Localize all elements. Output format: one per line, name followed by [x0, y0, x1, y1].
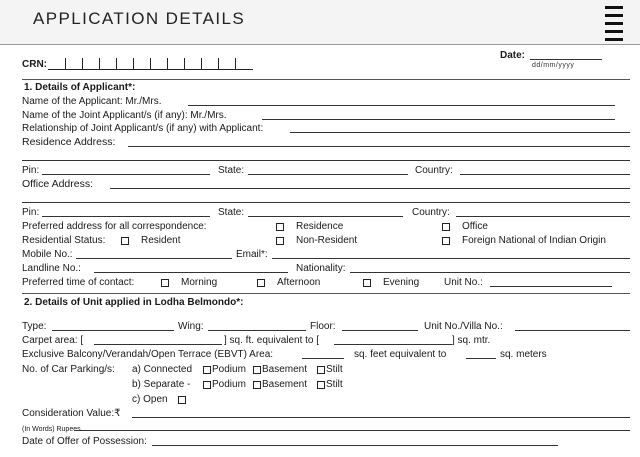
header-bar	[0, 0, 640, 44]
resident-option: Resident	[141, 235, 181, 246]
state2-label: State:	[218, 207, 245, 218]
evening-option: Evening	[383, 277, 420, 288]
car-parking-label: No. of Car Parking/s:	[22, 364, 115, 375]
floor-label: Floor:	[310, 321, 336, 332]
sq-meters-label: sq. meters	[500, 349, 547, 360]
connected-option: a) Connected	[132, 364, 193, 375]
carpet-area-sqmtr-field[interactable]	[334, 344, 452, 345]
ebvt-sqft-field[interactable]	[302, 358, 344, 359]
joint-applicant-field[interactable]	[262, 119, 615, 120]
ebvt-area-label: Exclusive Balcony/Verandah/Open Terrace (EBVT) Area:	[22, 349, 274, 360]
date-field[interactable]	[530, 59, 602, 60]
consideration-field[interactable]	[132, 417, 630, 418]
in-words-label: (In Words) Rupees	[22, 426, 81, 433]
type-field[interactable]	[52, 330, 174, 331]
type-label: Type:	[22, 321, 47, 332]
pin2-label: Pin:	[22, 207, 40, 218]
morning-checkbox[interactable]	[161, 279, 169, 287]
separate-basement-checkbox[interactable]	[253, 381, 261, 389]
pin-field[interactable]	[42, 174, 210, 175]
afternoon-checkbox[interactable]	[257, 279, 265, 287]
section2-rule	[22, 293, 630, 294]
unit-no-field[interactable]	[490, 286, 612, 287]
in-words-field[interactable]	[74, 430, 630, 431]
unit-villa-field[interactable]	[515, 330, 630, 331]
relationship-field[interactable]	[290, 132, 630, 133]
nonresident-option: Non-Resident	[296, 235, 358, 246]
crn-label: CRN:	[22, 59, 47, 70]
section1-heading: 1. Details of Applicant*:	[24, 82, 136, 93]
connected-stilt-checkbox[interactable]	[317, 366, 325, 374]
office-checkbox[interactable]	[442, 223, 450, 231]
residence-address-label: Residence Address:	[22, 136, 116, 148]
state-field[interactable]	[248, 174, 408, 175]
state-label: State:	[218, 165, 245, 176]
residence-option: Residence	[296, 221, 344, 232]
unit-no-label: Unit No.:	[444, 277, 483, 288]
separate-stilt-checkbox[interactable]	[317, 381, 325, 389]
separate-podium-checkbox[interactable]	[203, 381, 211, 389]
nonresident-checkbox[interactable]	[276, 237, 284, 245]
joint-applicant-label: Name of the Joint Applicant/s (if any): Mr./Mrs.	[22, 110, 227, 121]
carpet-area-field[interactable]	[94, 344, 222, 345]
office-address-line1[interactable]	[110, 188, 630, 189]
afternoon-option: Afternoon	[277, 277, 321, 288]
nationality-field[interactable]	[350, 272, 630, 273]
floor-field[interactable]	[342, 330, 418, 331]
residence-address-line1[interactable]	[128, 146, 630, 147]
mobile-label: Mobile No.:	[22, 249, 73, 260]
date-label: Date:	[500, 50, 526, 61]
connected-podium-checkbox[interactable]	[203, 366, 211, 374]
foreign-national-checkbox[interactable]	[442, 237, 450, 245]
country-field[interactable]	[460, 174, 630, 175]
applicant-name-field[interactable]	[188, 105, 615, 106]
stilt-label-b: Stilt	[326, 379, 343, 390]
landline-field[interactable]	[94, 272, 288, 273]
stilt-label-a: Stilt	[326, 364, 343, 375]
basement-label-a: Basement	[262, 364, 308, 375]
morning-option: Morning	[181, 277, 218, 288]
hamburger-menu-icon[interactable]	[605, 6, 623, 44]
relationship-label: Relationship of Joint Applicant/s (if any) with Applicant:	[22, 123, 264, 134]
office-option: Office	[462, 221, 488, 232]
podium-label-b: Podium	[212, 379, 246, 390]
date-format-hint: dd/mm/yyyy	[532, 62, 575, 69]
office-address-line2[interactable]	[22, 202, 630, 203]
resident-checkbox[interactable]	[121, 237, 129, 245]
pin-label: Pin:	[22, 165, 40, 176]
residence-address-line2[interactable]	[22, 160, 630, 161]
sq-mtr-label: ] sq. mtr.	[452, 335, 491, 346]
nationality-label: Nationality:	[296, 263, 346, 274]
pref-time-label: Preferred time of contact:	[22, 277, 135, 288]
mobile-field[interactable]	[76, 258, 232, 259]
res-status-label: Residential Status:	[22, 235, 106, 246]
wing-field[interactable]	[208, 330, 306, 331]
possession-label: Date of Offer of Possession:	[22, 436, 147, 447]
pin2-field[interactable]	[42, 216, 210, 217]
country-label: Country:	[415, 165, 453, 176]
unit-villa-label: Unit No./Villa No.:	[424, 321, 503, 332]
header-divider	[0, 44, 640, 45]
consideration-label: Consideration Value:₹	[22, 408, 121, 419]
open-checkbox[interactable]	[178, 396, 186, 404]
state2-field[interactable]	[248, 216, 403, 217]
connected-basement-checkbox[interactable]	[253, 366, 261, 374]
possession-field[interactable]	[152, 445, 558, 446]
wing-label: Wing:	[178, 321, 204, 332]
page-title: APPLICATION DETAILS	[33, 9, 246, 28]
email-field[interactable]	[272, 258, 630, 259]
carpet-area-label: Carpet area: [	[22, 335, 84, 346]
email-label: Email*:	[236, 249, 268, 260]
foreign-national-option: Foreign National of Indian Origin	[462, 235, 606, 246]
open-option: c) Open	[132, 394, 168, 405]
sqfeet-equiv-label: sq. feet equivalent to	[354, 349, 447, 360]
pref-address-label: Preferred address for all correspondence:	[22, 221, 207, 232]
residence-checkbox[interactable]	[276, 223, 284, 231]
evening-checkbox[interactable]	[363, 279, 371, 287]
sqft-equiv-label: ] sq. ft. equivalent to [	[224, 335, 320, 346]
country2-field[interactable]	[456, 216, 630, 217]
country2-label: Country:	[412, 207, 450, 218]
basement-label-b: Basement	[262, 379, 308, 390]
ebvt-sqm-field[interactable]	[466, 358, 496, 359]
landline-label: Landline No.:	[22, 263, 81, 274]
podium-label-a: Podium	[212, 364, 246, 375]
crn-boxes[interactable]	[48, 58, 253, 70]
separate-option: b) Separate -	[132, 379, 191, 390]
applicant-name-label: Name of the Applicant: Mr./Mrs.	[22, 96, 162, 107]
section1-rule	[22, 79, 630, 80]
section2-heading: 2. Details of Unit applied in Lodha Belmondo*:	[24, 297, 244, 308]
office-address-label: Office Address:	[22, 178, 94, 190]
